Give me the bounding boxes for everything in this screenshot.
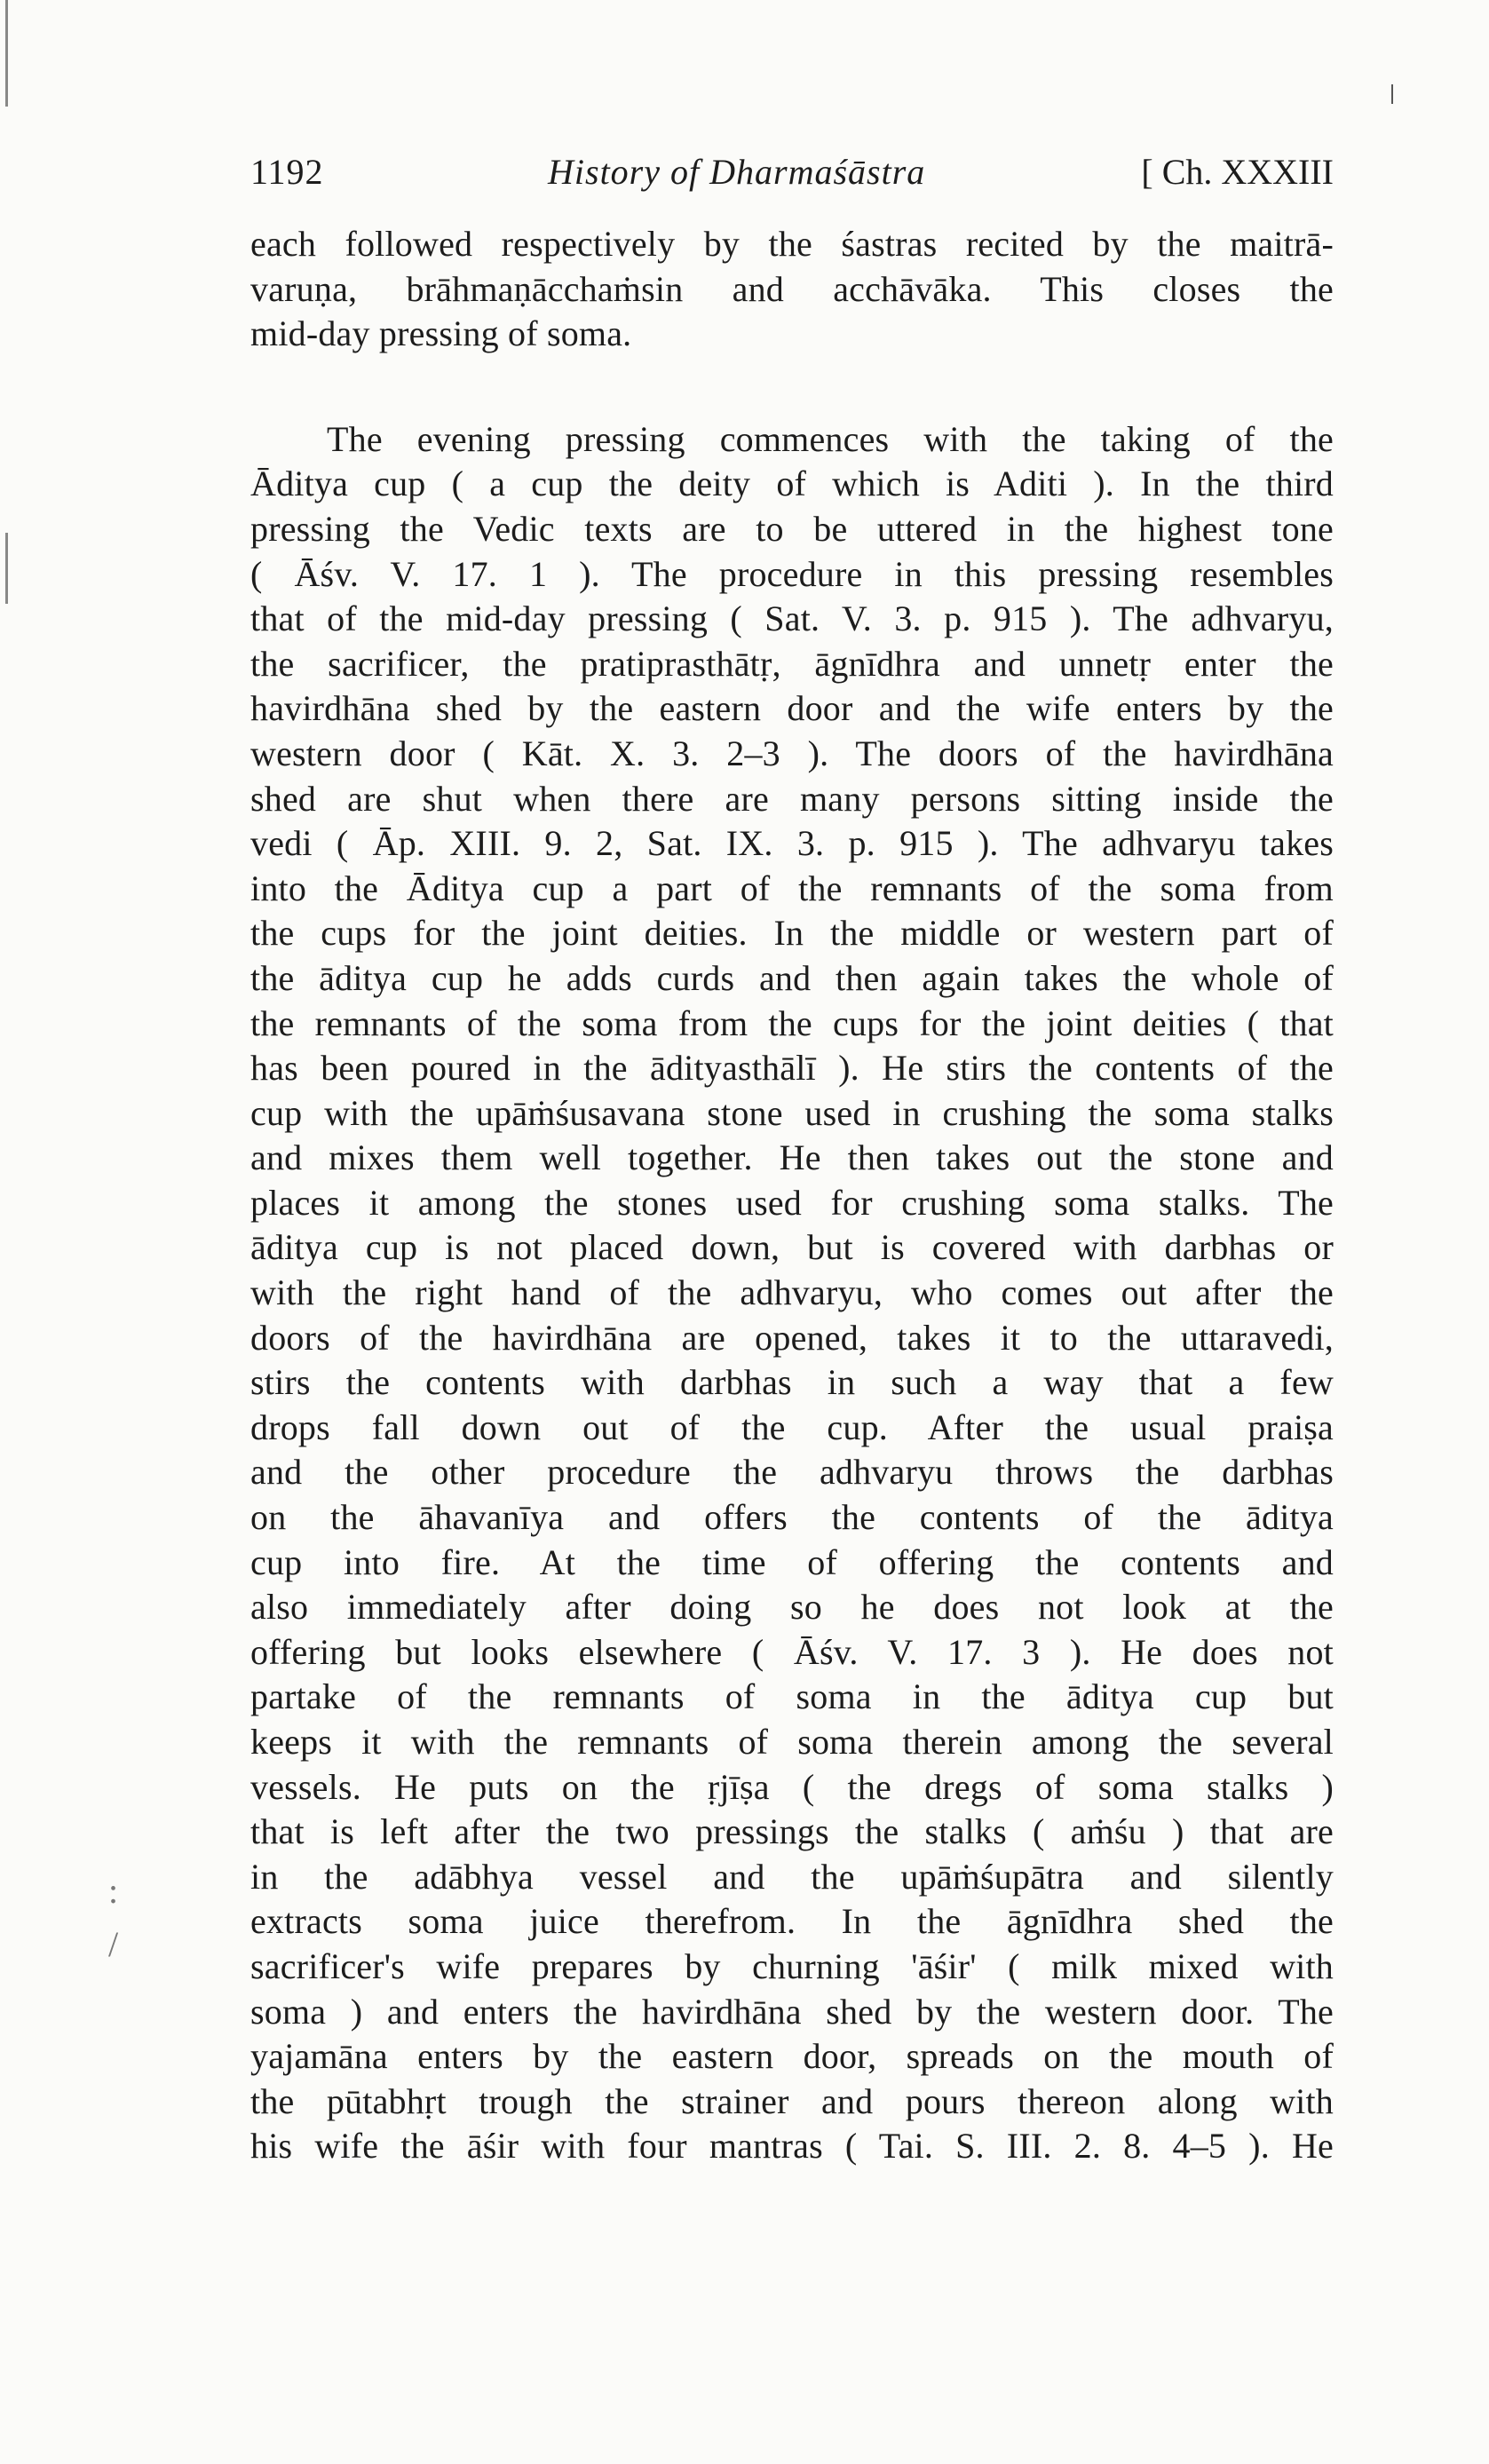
text-line: varuṇa, brāhmaṇācchaṁsin and acchāvāka. This closes the [250,268,1334,309]
text-line: partake of the remnants of soma in the āditya cup but [250,1676,1334,1717]
text-line: in the adābhya vessel and the upāṁśupātra and silently [250,1856,1334,1897]
text-line: offering but looks elsewhere ( Āśv. V. 17. 3 ). He does not [250,1631,1334,1672]
text-line: vedi ( Āp. XIII. 9. 2, Sat. IX. 3. p. 915 ). The adhvaryu takes [250,823,1334,864]
text-line: and the other procedure the adhvaryu throws the darbhas [250,1452,1334,1493]
chapter-label: [ Ch. XXXIII [1141,152,1334,192]
margin-marks: : / [108,1871,119,1964]
text-line: western door ( Kāt. X. 3. 2–3 ). The doors of the havirdhāna [250,733,1334,773]
text-line: the sacrificer, the pratiprasthātṛ, āgnīdhra and unnetṛ enter the [250,643,1334,684]
page-body [250,151,1334,2169]
text-line: also immediately after doing so he does not look at the [250,1587,1334,1628]
text-line: places it among the stones used for crushing soma stalks. The [250,1182,1334,1223]
page-number: 1192 [250,152,324,192]
text-line: sacrificer's wife prepares by churning 'āśir' ( milk mixed with [250,1945,1334,1986]
paragraph-1 [250,222,1334,357]
text-line: soma ) and enters the havirdhāna shed by the western door. The [250,1991,1334,2032]
text-line: and mixes them well together. He then takes out the stone and [250,1137,1334,1178]
text-line: the cups for the joint deities. In the middle or western part of [250,913,1334,954]
text-line: doors of the havirdhāna are opened, takes it to the uttaravedi, [250,1317,1334,1358]
text-line: vessels. He puts on the ṛjīṣa ( the dregs of soma stalks ) [250,1766,1334,1807]
margin-tick [1391,84,1393,104]
text-line: the remnants of the soma from the cups for the joint deities ( that [250,1002,1334,1043]
text-line: stirs the contents with darbhas in such a way that a few [250,1362,1334,1403]
text-line: that of the mid-day pressing ( Sat. V. 3. p. 915 ). The adhvaryu, [250,598,1334,639]
scan-edge-mark [5,0,8,107]
text-line: havirdhāna shed by the eastern door and the wife enters by the [250,688,1334,729]
running-head [250,151,1334,222]
scan-edge-mark [5,533,8,604]
text-line: pressing the Vedic texts are to be uttered in the highest tone [250,508,1334,549]
text-line: shed are shut when there are many persons sitting inside the [250,778,1334,819]
text-line: with the right hand of the adhvaryu, who comes out after the [250,1272,1334,1313]
text-line: his wife the āśir with four mantras ( Tai. S. III. 2. 8. 4–5 ). He [250,2126,1334,2167]
text-line: has been poured in the ādityasthālī ). He stirs the contents of the [250,1048,1334,1089]
text-line: The evening pressing commences with the taking of the [327,418,1334,459]
text-line: extracts soma juice therefrom. In the āgnīdhra shed the [250,1901,1334,1942]
text-line: that is left after the two pressings the stalks ( aṁśu ) that are [250,1811,1334,1852]
text-line: ( Āśv. V. 17. 1 ). The procedure in this pressing resembles [250,553,1334,594]
book-title: History of Dharmaśāstra [548,152,926,192]
text-line: Āditya cup ( a cup the deity of which is Aditi ). In the third [250,463,1334,504]
text-line: drops fall down out of the cup. After the usual praiṣa [250,1406,1334,1447]
text-line: into the Āditya cup a part of the remnants of the soma from [250,868,1334,908]
text-line: on the āhavanīya and offers the contents of the āditya [250,1497,1334,1538]
text-line: cup into fire. At the time of offering the contents and [250,1541,1334,1582]
text-line: mid-day pressing of soma. [250,313,632,354]
text-line: āditya cup is not placed down, but is covered with darbhas or [250,1227,1334,1268]
text-line: keeps it with the remnants of soma therein among the several [250,1722,1334,1762]
text-line: cup with the upāṁśusavana stone used in crushing the soma stalks [250,1092,1334,1133]
text-line: each followed respectively by the śastras recited by the maitrā- [250,224,1334,264]
text-line: the āditya cup he adds curds and then again takes the whole of [250,957,1334,998]
text-line: the pūtabhṛt trough the strainer and pours thereon along with [250,2080,1334,2121]
paragraph-2 [250,417,1334,2169]
text-line: yajamāna enters by the eastern door, spreads on the mouth of [250,2036,1334,2077]
